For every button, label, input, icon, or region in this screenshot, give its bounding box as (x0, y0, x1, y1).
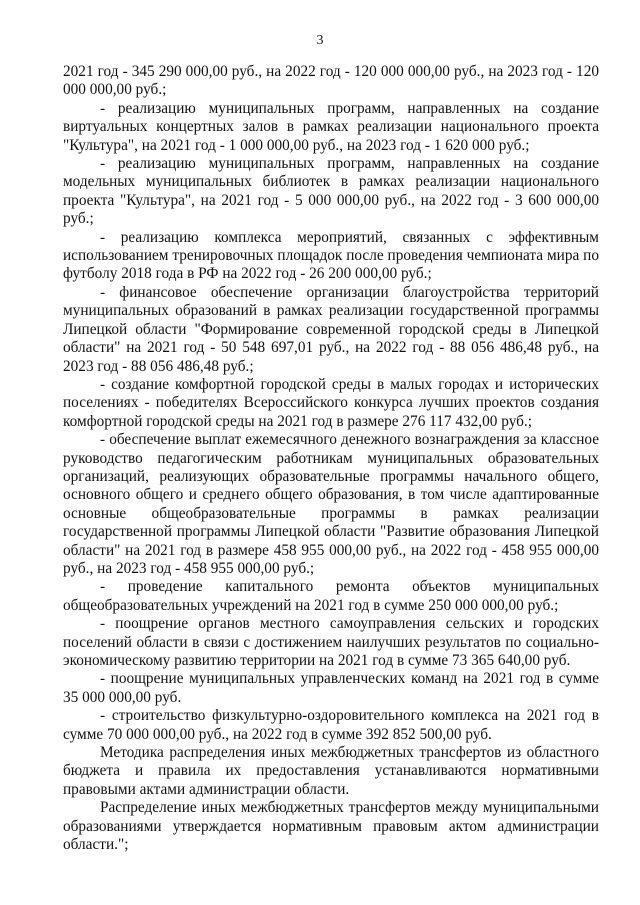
paragraph-distribution: Распределение иных межбюджетных трансфертов между муниципальными образованиями утверждается нормативным правовым актом администрации области."; (63, 799, 599, 854)
paragraph-methodology: Методика распределения иных межбюджетных трансфертов из областного бюджета и правила их предоставления устанавливаются нормативными правовыми актами администрации области. (63, 744, 599, 798)
paragraph-training-grounds: - реализацию комплекса мероприятий, связанных с эффективным использованием тренировочных площадок после проведения чемпионата мира по футболу 2018 года в РФ на 2022 год - 26 200 000,00 руб.; (63, 228, 599, 283)
paragraph-sports-complex: - строительство физкультурно-оздоровительного комплекса на 2021 год в сумме 70 000 000,00 руб., на 2022 год в сумме 392 852 500,00 руб. (63, 707, 599, 743)
paragraph-urban-improvement: - финансовое обеспечение организации благоустройства территорий муниципальных образований в рамках реализации государственной программы Липецкой области "Формирование современной городской среды в Липецкой области" на 2021 год - 50 548 697,01 руб., на 2022 год - 88 056 486,48 руб., на 2023 год - 88 056 486,48 руб.; (63, 283, 599, 375)
paragraph-management-teams: - поощрение муниципальных управленческих команд на 2021 год в сумме 35 000 000,00 руб. (63, 670, 599, 706)
document-body (63, 63, 599, 854)
page-number: 3 (316, 33, 324, 48)
paragraph-settlement-rewards: - поощрение органов местного самоуправления сельских и городских поселений области в связи с достижением наилучших результатов по социально-экономическому развитию территории на 2021 год в сумме 73 365 640,00 руб. (63, 615, 599, 669)
paragraph-capital-repair: - проведение капитального ремонта объектов муниципальных общеобразовательных учреждений на 2021 год в сумме 250 000 000,00 руб.; (63, 578, 599, 614)
paragraph-class-teacher-payments: - обеспечение выплат ежемесячного денежного вознаграждения за классное руководство педагогическим работникам муниципальных образовательных организаций, реализующих образовательные программы начального общего, основного общего и среднего общего образования, в том числе адаптированные основные общеобразовательные программы в рамках реализации государственной программы Липецкой области "Развитие образования Липецкой области" на 2021 год в размере 458 955 000,00 руб., на 2022 год - 458 955 000,00 руб., на 2023 год - 458 955 000,00 руб.; (63, 431, 599, 577)
paragraph-continuation: 2021 год - 345 290 000,00 руб., на 2022 год - 120 000 000,00 руб., на 2023 год - 120 000 000,00 руб.; (63, 63, 599, 99)
paragraph-virtual-concert-halls: - реализацию муниципальных программ, направленных на создание виртуальных концертных залов в рамках реализации национального проекта "Культура", на 2021 год - 1 000 000,00 руб., на 2023 год - 1 620 000 руб.; (63, 99, 599, 154)
paragraph-model-libraries: - реализацию муниципальных программ, направленных на создание модельных муниципальных библиотек в рамках реализации национального проекта "Культура", на 2021 год - 5 000 000,00 руб., на 2022 год - 3 600 000,00 руб.; (63, 155, 599, 228)
paragraph-comfortable-urban-environment: - создание комфортной городской среды в малых городах и исторических поселениях - победителях Всероссийского конкурса лучших проектов создания комфортной городской среды на 2021 год в размере 276 117 432,00 руб.; (63, 375, 599, 430)
